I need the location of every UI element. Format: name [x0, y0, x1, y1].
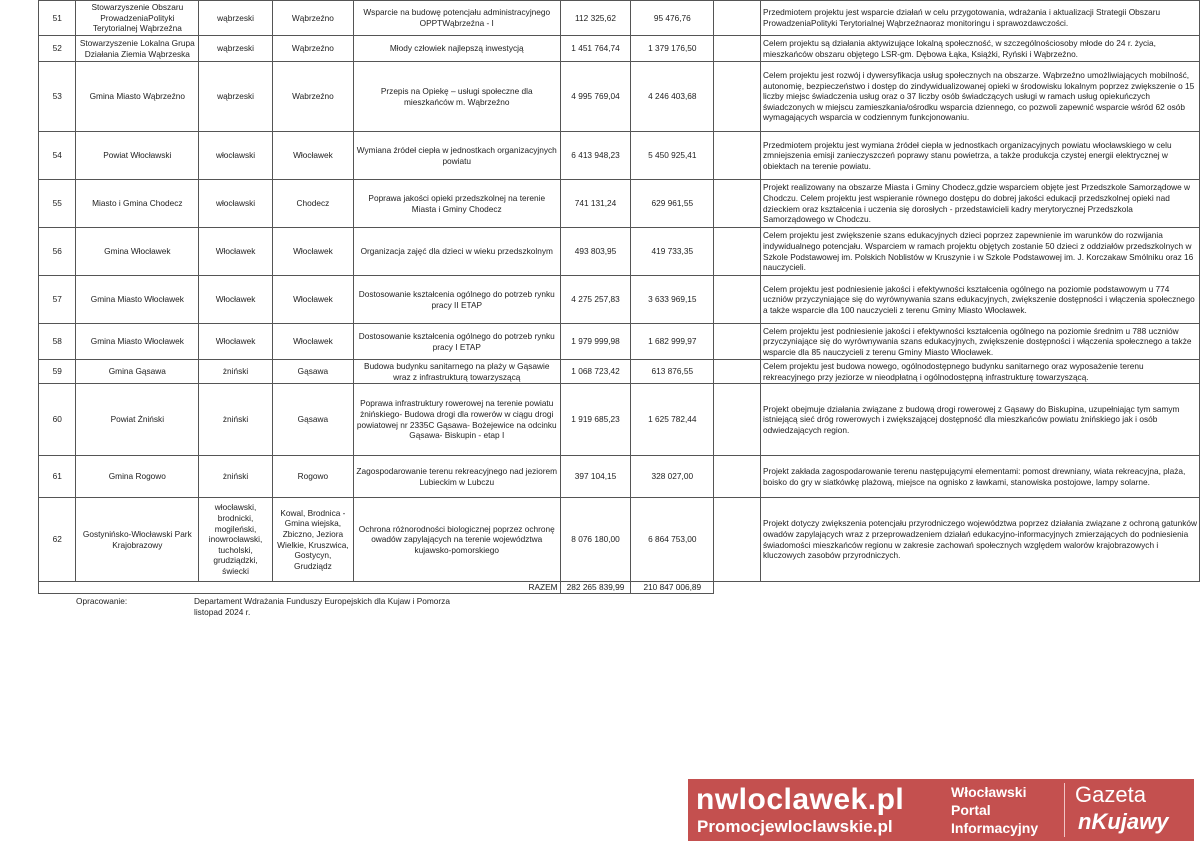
beneficiary-cell: Gostynińsko-Włocławski Park Krajobrazowy [76, 498, 199, 582]
municipality-cell: Gąsawa [272, 360, 353, 384]
row-number: 56 [39, 228, 76, 276]
county-cell: Włocławek [199, 324, 273, 360]
beneficiary-cell: Gmina Miasto Włocławek [76, 324, 199, 360]
total-row [39, 582, 1200, 594]
total-funding: 210 847 006,89 [631, 582, 714, 594]
beneficiary-cell: Gmina Miasto Wąbrzeźno [76, 62, 199, 132]
municipality-cell: Wabrzeźno [272, 62, 353, 132]
beneficiary-cell: Gmina Rogowo [76, 456, 199, 498]
description-cell: Celem projektu jest budowa nowego, ogólnodostępnego budynku sanitarnego oraz wyposażenie terenu rekreacyjnego przy jeziorze w nieodpłatną i ogólnodostępną infrastrukturę towarzyszącą. [761, 360, 1200, 384]
project-title-cell: Wsparcie na budowę potencjału administracyjnego OPPTWąbrzeźna - I [353, 1, 560, 36]
municipality-cell: Włocławek [272, 132, 353, 180]
total-label: RAZEM [39, 582, 561, 594]
county-cell: żniński [199, 360, 273, 384]
table-row [39, 180, 1200, 228]
beneficiary-cell: Powiat Żniński [76, 384, 199, 456]
funding-cell: 328 027,00 [631, 456, 714, 498]
row-number: 57 [39, 276, 76, 324]
description-cell: Celem projektu jest podniesienie jakości i efektywności kształcenia ogólnego na poziomie średnim u 788 uczniów przyczyniające się do wyrównywania szans edukacyjnych, zwiększenie dostępności i włączenia społecznego a także wsparcie dla 85 nauczycieli z terenu Gminy Miasto Włocławek. [761, 324, 1200, 360]
row-number: 55 [39, 180, 76, 228]
description-cell: Celem projektu jest podniesienie jakości i efektywności kształcenia ogólnego na poziomie podstawowym u 774 uczniów przyczyniające się do wyrównywania szans edukacyjnych, zwiększenie dostępności i włączenia społecznego a także wsparcie dla 100 nauczycieli z terenu Gminy Miasto Włocławek. [761, 276, 1200, 324]
project-title-cell: Przepis na Opiekę – usługi społeczne dla mieszkańców m. Wąbrzeźno [353, 62, 560, 132]
description-cell: Przedmiotem projektu jest wymiana źródeł ciepła w jednostkach organizacyjnych powiatu włocławskiego w celu zmniejszenia emisji zanieczyszczeń poprawy stanu powietrza, a także produkcja czystej energii elektrycznej w obiektach na terenie powiatu. [761, 132, 1200, 180]
county-cell: żniński [199, 384, 273, 456]
spacer-cell [714, 384, 761, 456]
beneficiary-cell: Miasto i Gmina Chodecz [76, 180, 199, 228]
funding-cell: 419 733,35 [631, 228, 714, 276]
table-row [39, 132, 1200, 180]
beneficiary-cell: Gmina Miasto Włocławek [76, 276, 199, 324]
project-title-cell: Dostosowanie kształcenia ogólnego do potrzeb rynku pracy I ETAP [353, 324, 560, 360]
banner-portal-text [951, 783, 1038, 837]
spacer-cell [714, 36, 761, 62]
row-number: 58 [39, 324, 76, 360]
spacer-cell [714, 132, 761, 180]
county-cell: włocławski, brodnicki, mogileński, inowrocławski, tucholski, grudziądzki, świecki [199, 498, 273, 582]
funding-cell: 1 625 782,44 [631, 384, 714, 456]
table-row [39, 276, 1200, 324]
project-title-cell: Poprawa jakości opieki przedszkolnej na terenie Miasta i Gminy Chodecz [353, 180, 560, 228]
municipality-cell: Gąsawa [272, 384, 353, 456]
row-number: 60 [39, 384, 76, 456]
banner-portal-line1: Włocławski [951, 784, 1027, 800]
spacer-cell [714, 498, 761, 582]
table-row [39, 36, 1200, 62]
spacer-cell [714, 62, 761, 132]
county-cell: wąbrzeski [199, 62, 273, 132]
total-spacer [714, 582, 761, 594]
description-cell: Projekt obejmuje działania związane z budową drogi rowerowej z Gąsawy do Biskupina, uzupełniając tym samym istniejącą sieć dróg rowerowych i zwiększającej dostępność dla mieszkańców powiatu żnińskiego jak i osób odwiedzających region. [761, 384, 1200, 456]
table-row [39, 228, 1200, 276]
funding-cell: 629 961,55 [631, 180, 714, 228]
funding-cell: 613 876,55 [631, 360, 714, 384]
spacer-cell [714, 1, 761, 36]
spacer-cell [714, 324, 761, 360]
total-cost-cell: 741 131,24 [560, 180, 631, 228]
table-row [39, 62, 1200, 132]
total-cost-cell: 1 919 685,23 [560, 384, 631, 456]
banner-main-logo: nwloclawek.pl [696, 783, 905, 816]
funding-cell: 6 864 753,00 [631, 498, 714, 582]
total-cost-cell: 6 413 948,23 [560, 132, 631, 180]
funding-cell: 5 450 925,41 [631, 132, 714, 180]
total-cost-cell: 4 995 769,04 [560, 62, 631, 132]
table-row [39, 456, 1200, 498]
project-title-cell: Poprawa infrastruktury rowerowej na terenie powiatu żnińskiego- Budowa drogi dla rowerów w ciągu drogi powiatowej nr 2335C Gąsawa- Bożejewice na odcinku Gąsawa- Biskupin - etap I [353, 384, 560, 456]
row-number: 53 [39, 62, 76, 132]
row-number: 61 [39, 456, 76, 498]
table-row [39, 360, 1200, 384]
description-cell: Projekt realizowany na obszarze Miasta i Gminy Chodecz,gdzie wsparciem objęte jest Przedszkole Samorządowe w Chodczu. Celem projektu jest wspieranie równego dostępu do dobrej jakości edukacji przedszkolnej opieki nad dzieckiem oraz kształcenia i uczenia się dorosłych - przedstawicieli kadry merytorycznej Przedszkola Samorządowego w Chodczu. [761, 180, 1200, 228]
municipality-cell: Włocławek [272, 228, 353, 276]
banner-sub-logo: Promocjewloclawskie.pl [697, 817, 893, 836]
project-title-cell: Dostosowanie kształcenia ogólnego do potrzeb rynku pracy II ETAP [353, 276, 560, 324]
total-cost-cell: 112 325,62 [560, 1, 631, 36]
footer-date: listopad 2024 r. [194, 607, 251, 617]
county-cell: Włocławek [199, 228, 273, 276]
municipality-cell: Kowal, Brodnica - Gmina wiejska, Zbiczno, Jeziora Wielkie, Kruszwica, Gostycyn, Grudziądz [272, 498, 353, 582]
spacer-cell [714, 228, 761, 276]
banner-portal-line2: Portal [951, 802, 991, 818]
description-cell: Projekt zakłada zagospodarowanie terenu następującymi elementami: pomost drewniany, wiata rekreacyjna, plaża, boisko do gry w siatkówkę plażową, miejsce na ognisko z ławkami, stanowiska postojowe, lampy solarne. [761, 456, 1200, 498]
county-cell: wąbrzeski [199, 36, 273, 62]
funding-cell: 95 476,76 [631, 1, 714, 36]
beneficiary-cell: Stowarzyszenie Obszaru ProwadzeniaPolityki Terytorialnej Wąbrzeźna [76, 1, 199, 36]
project-title-cell: Budowa budynku sanitarnego na plaży w Gąsawie wraz z infrastrukturą towarzyszącą [353, 360, 560, 384]
total-cost-cell: 1 979 999,98 [560, 324, 631, 360]
funding-cell: 1 682 999,97 [631, 324, 714, 360]
description-cell: Przedmiotem projektu jest wsparcie działań w celu przygotowania, wdrażania i aktualizacji Strategii Obszaru ProwadzeniaPolityki Terytorialnej Wąbrzeźnaoraz monitoringu i sprawozdawczości. [761, 1, 1200, 36]
row-number: 54 [39, 132, 76, 180]
municipality-cell: Włocławek [272, 276, 353, 324]
banner-portal-line3: Informacyjny [951, 820, 1039, 836]
project-title-cell: Wymiana źródeł ciepła w jednostkach organizacyjnych powiatu [353, 132, 560, 180]
total-cost-cell: 493 803,95 [560, 228, 631, 276]
description-cell: Projekt dotyczy zwiększenia potencjału przyrodniczego województwa poprzez działania związane z ochroną gatunków owadów zapylających wraz z przeprowadzeniem działań edukacyjno-informacyjnych zmierzających do podniesienia świadomości mieszkańców regionu w zakresie zachowań społecznych względem walorów krajobrazowych i kluczowych zasobów przyrodniczych. [761, 498, 1200, 582]
description-cell: Celem projektu jest rozwój i dywersyfikacja usług społecznych na obszarze. Wąbrzeźno umożliwiających mobilność, autonomię, bezpieczeństwo i dostęp do zindywidualizowanej opieki w środowisku lokalnym poprzez zwiększenie o 15 liczby miejsc świadczenia usług oraz o 37 liczby osób świadczących usługi w ramach usług opiekuńczych świadczonych w miejscu zamieszkania/ośrodku wsparcia dziennego, co pozwoli zapewnić wsparcie wśród 62 osób wymagających wsparcia w codziennym funkcjonowaniu. [761, 62, 1200, 132]
row-number: 51 [39, 1, 76, 36]
description-cell: Celem projektu jest zwiększenie szans edukacyjnych dzieci poprzez zapewnienie im warunków do rozwijania indywidualnego potencjału. Wsparciem w ramach projektu objętych zostanie 50 dzieci z oddziałów przedszkolnych w Szkole Podstawowej im. Polskich Noblistów w Kruszynie i w Szkole Podstawowej im. J. Korczakaw Smólniku oraz 16 nauczycieli. [761, 228, 1200, 276]
banner-gazeta-label: Gazeta [1075, 782, 1146, 807]
total-cost: 282 265 839,99 [560, 582, 631, 594]
funding-cell: 4 246 403,68 [631, 62, 714, 132]
project-title-cell: Zagospodarowanie terenu rekreacyjnego nad jeziorem Lubieckim w Lubczu [353, 456, 560, 498]
total-empty [761, 582, 1200, 594]
project-title-cell: Młody człowiek najlepszą inwestycją [353, 36, 560, 62]
project-title-cell: Ochrona różnorodności biologicznej poprzez ochronę owadów zapylających na terenie województwa kujawsko-pomorskiego [353, 498, 560, 582]
total-cost-cell: 1 451 764,74 [560, 36, 631, 62]
funding-cell: 3 633 969,15 [631, 276, 714, 324]
total-cost-cell: 1 068 723,42 [560, 360, 631, 384]
beneficiary-cell: Gmina Gąsawa [76, 360, 199, 384]
project-title-cell: Organizacja zajęć dla dzieci w wieku przedszkolnym [353, 228, 560, 276]
county-cell: włocławski [199, 132, 273, 180]
county-cell: włocławski [199, 180, 273, 228]
total-cost-cell: 4 275 257,83 [560, 276, 631, 324]
total-cost-cell: 397 104,15 [560, 456, 631, 498]
municipality-cell: Wąbrzeźno [272, 1, 353, 36]
table-row [39, 324, 1200, 360]
table-body [39, 1, 1200, 594]
spacer-cell [714, 276, 761, 324]
footer-credits [194, 596, 450, 618]
municipality-cell: Chodecz [272, 180, 353, 228]
county-cell: wąbrzeski [199, 1, 273, 36]
municipality-cell: Rogowo [272, 456, 353, 498]
banner-divider [1064, 783, 1065, 837]
row-number: 52 [39, 36, 76, 62]
spacer-cell [714, 180, 761, 228]
footer-department: Departament Wdrażania Funduszy Europejskich dla Kujaw i Pomorza [194, 596, 450, 606]
funding-cell: 1 379 176,50 [631, 36, 714, 62]
row-number: 62 [39, 498, 76, 582]
description-cell: Celem projektu są działania aktywizujące lokalną społeczność, w szczególnościosoby młode do 24 r. życia, mieszkańców obszaru objętego LSR-gm. Dębowa Łąka, Książki, Ryński i Wąbrzeźno. [761, 36, 1200, 62]
grants-table [38, 0, 1200, 594]
spacer-cell [714, 456, 761, 498]
county-cell: Włocławek [199, 276, 273, 324]
grants-table-wrapper [38, 0, 1200, 594]
table-row [39, 498, 1200, 582]
beneficiary-cell: Gmina Włocławek [76, 228, 199, 276]
total-cost-cell: 8 076 180,00 [560, 498, 631, 582]
county-cell: żniński [199, 456, 273, 498]
watermark-banner [688, 779, 1194, 841]
table-row [39, 1, 1200, 36]
spacer-cell [714, 360, 761, 384]
beneficiary-cell: Stowarzyszenie Lokalna Grupa Działania Ziemia Wąbrzeska [76, 36, 199, 62]
beneficiary-cell: Powiat Włocławski [76, 132, 199, 180]
footer-label: Opracowanie: [76, 596, 128, 606]
table-row [39, 384, 1200, 456]
municipality-cell: Włocławek [272, 324, 353, 360]
banner-gazeta-title: nKujawy [1078, 809, 1169, 834]
municipality-cell: Wąbrzeźno [272, 36, 353, 62]
row-number: 59 [39, 360, 76, 384]
